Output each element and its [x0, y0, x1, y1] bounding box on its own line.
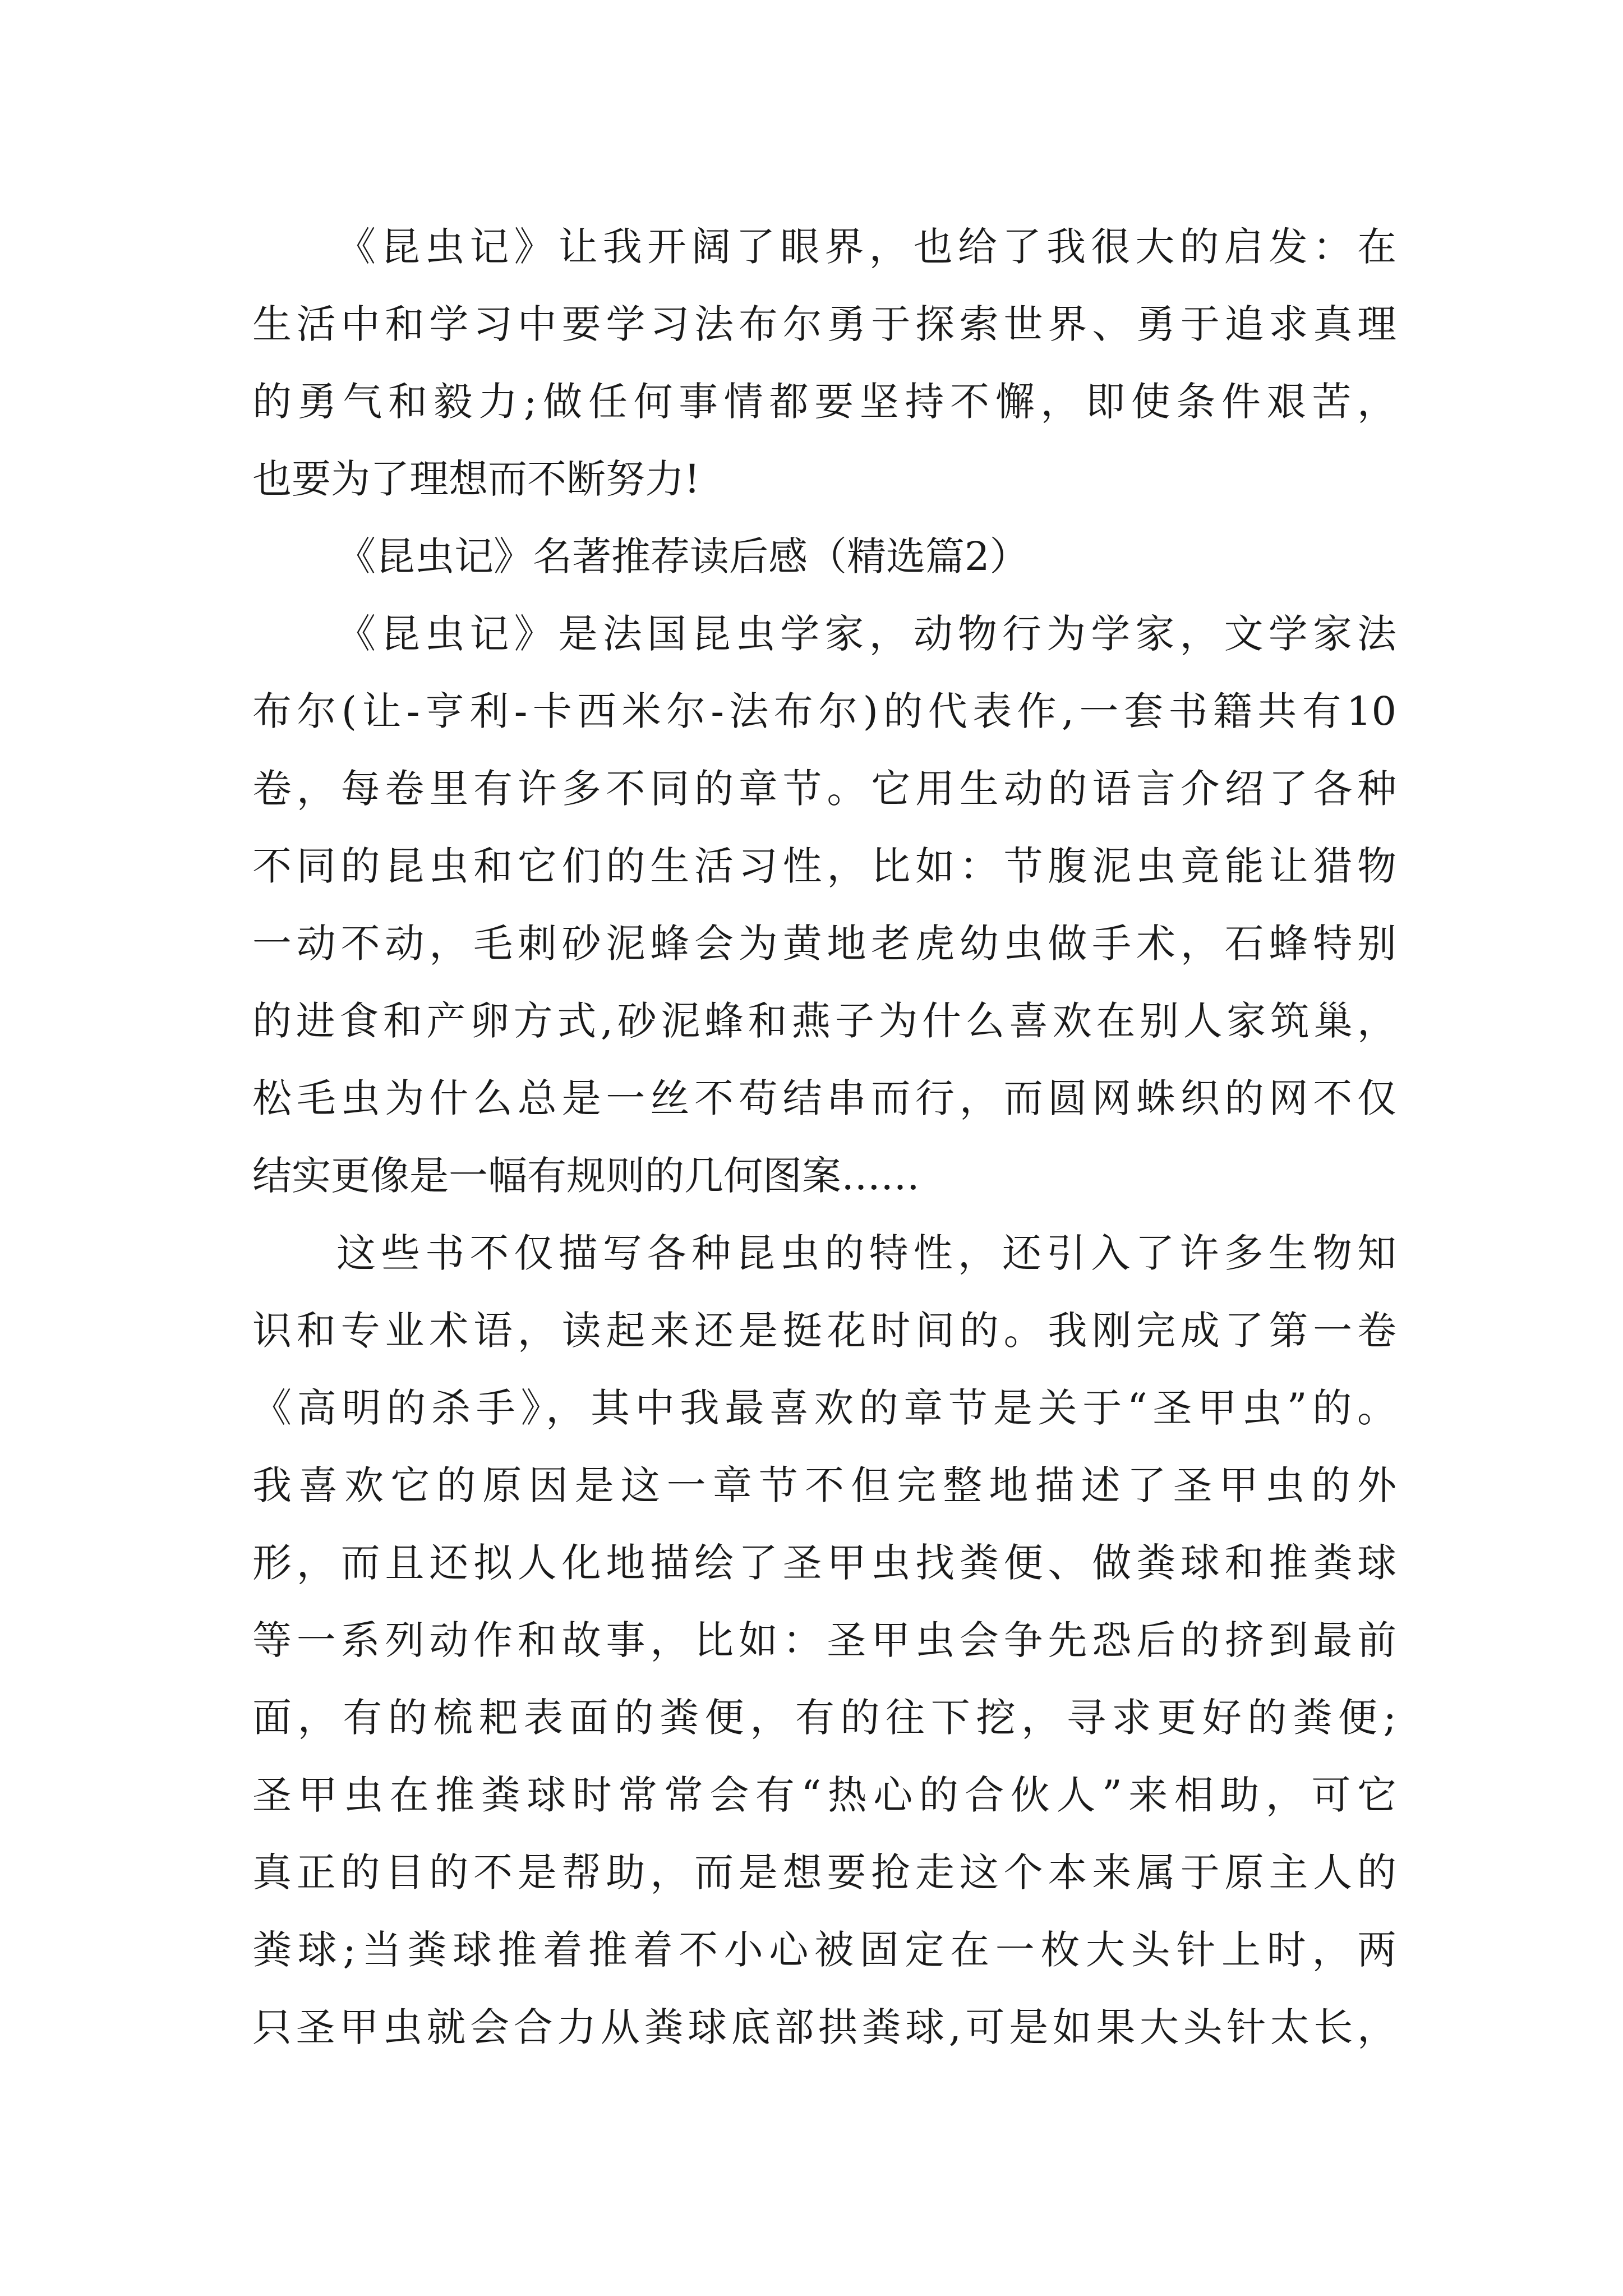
paragraph-line: 形，而且还拟人化地描绘了圣甲虫找粪便、做粪球和推粪球 — [252, 1540, 1396, 1586]
paragraph-line: 粪球;当粪球推着推着不小心被固定在一枚大头针上时，两 — [252, 1927, 1396, 1973]
paragraph-line: 等一系列动作和故事，比如：圣甲虫会争先恐后的挤到最前 — [252, 1617, 1396, 1663]
paragraph-line: 圣甲虫在推粪球时常常会有“热心的合伙人”来相助，可它 — [252, 1772, 1396, 1818]
paragraph-line: 卷，每卷里有许多不同的章节。它用生动的语言介绍了各种 — [252, 766, 1396, 812]
paragraph-line: 松毛虫为什么总是一丝不苟结串而行，而圆网蛛织的网不仅 — [252, 1075, 1396, 1121]
paragraph-line: 《昆虫记》让我开阔了眼界，也给了我很大的启发：在 — [336, 224, 1396, 270]
document-body — [252, 219, 1396, 2077]
paragraph-line: 的勇气和毅力;做任何事情都要坚持不懈，即使条件艰苦， — [252, 379, 1396, 425]
paragraph-line: 真正的目的不是帮助，而是想要抢走这个本来属于原主人的 — [252, 1849, 1396, 1895]
paragraph-line: 我喜欢它的原因是这一章节不但完整地描述了圣甲虫的外 — [252, 1462, 1396, 1508]
paragraph-line: 《高明的杀手》，其中我最喜欢的章节是关于“圣甲虫”的。 — [252, 1385, 1396, 1431]
paragraph-line: 这些书不仅描写各种昆虫的特性，还引入了许多生物知 — [336, 1230, 1396, 1276]
paragraph-line: 也要为了理想而不断努力! — [252, 456, 700, 502]
paragraph-line: 识和专业术语，读起来还是挺花时间的。我刚完成了第一卷 — [252, 1308, 1396, 1354]
paragraph-line: 生活中和学习中要学习法布尔勇于探索世界、勇于追求真理 — [252, 301, 1396, 347]
paragraph-line: 一动不动，毛刺砂泥蜂会为黄地老虎幼虫做手术，石蜂特别 — [252, 921, 1396, 967]
paragraph-line: 只圣甲虫就会合力从粪球底部拱粪球,可是如果大头针太长， — [252, 2004, 1396, 2050]
paragraph-line: 布尔(让-亨利-卡西米尔-法布尔)的代表作,一套书籍共有10 — [252, 688, 1396, 734]
paragraph-line: 面，有的梳耙表面的粪便，有的往下挖，寻求更好的粪便; — [252, 1695, 1396, 1741]
paragraph-line: 结实更像是一幅有规则的几何图案…… — [252, 1153, 920, 1199]
section-heading: 《昆虫记》名著推荐读后感（精选篇2） — [336, 533, 1029, 579]
paragraph-line: 的进食和产卵方式,砂泥蜂和燕子为什么喜欢在别人家筑巢， — [252, 998, 1396, 1044]
paragraph-line: 不同的昆虫和它们的生活习性，比如：节腹泥虫竟能让猎物 — [252, 843, 1396, 889]
paragraph-line: 《昆虫记》是法国昆虫学家，动物行为学家，文学家法 — [336, 611, 1396, 657]
